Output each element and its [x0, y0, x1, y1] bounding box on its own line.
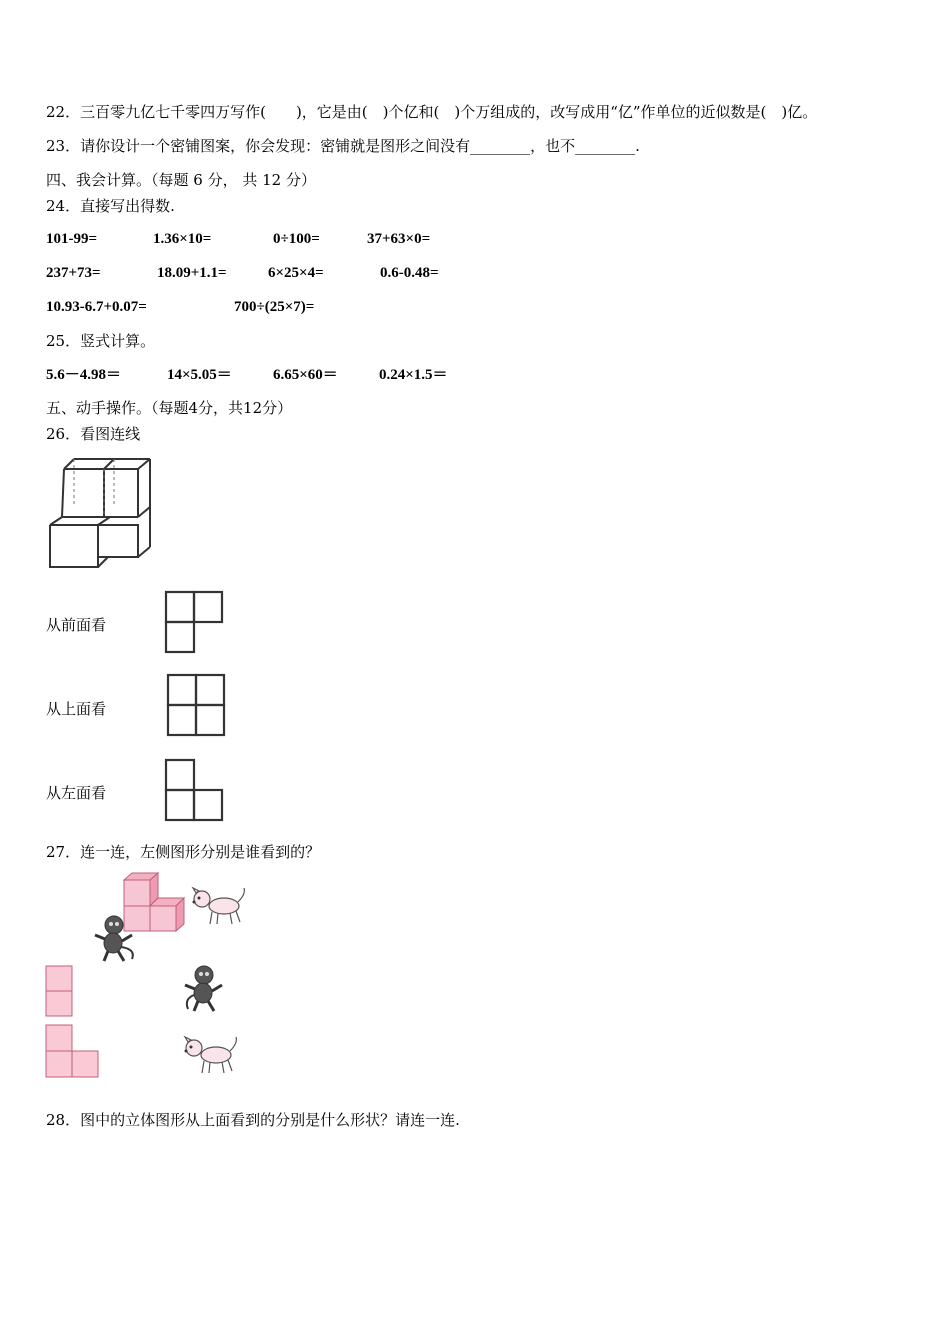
question-28: 28．图中的立体图形从上面看到的分别是什么形状？请连一连.	[46, 1111, 460, 1129]
q24-item-3: 0÷100=	[273, 231, 320, 247]
pink-view-shape-2[interactable]	[45, 1024, 101, 1080]
q25-item-3: 6.65×60＝	[273, 367, 338, 383]
question-26: 26．看图连线	[46, 425, 141, 443]
question-27: 27．连一连，左侧图形分别是谁看到的？	[46, 843, 321, 861]
question-24: 24．直接写出得数.	[46, 197, 175, 215]
q24-item-9: 10.93-6.7+0.07=	[46, 299, 147, 315]
pink-view-shape-1[interactable]	[45, 965, 75, 1019]
q24-item-5: 237+73=	[46, 265, 101, 281]
section-4-heading: 四、我会计算。（每题 6 分， 共 12 分）	[46, 171, 316, 189]
front-view-shape[interactable]	[163, 589, 225, 655]
dog-icon	[190, 884, 248, 928]
q25-item-1: 5.6－4.98＝	[46, 367, 122, 383]
section-5-heading: 五、动手操作。（每题4分，共12分）	[46, 399, 293, 417]
q24-item-2: 1.36×10=	[153, 231, 212, 247]
q24-item-7: 6×25×4=	[268, 265, 324, 281]
q24-item-1: 101-99=	[46, 231, 98, 247]
question-23: 23．请你设计一个密铺图案，你会发现：密铺就是图形之间没有________，也不________.	[46, 137, 640, 155]
q25-item-4: 0.24×1.5＝	[379, 367, 448, 383]
top-view-shape[interactable]	[165, 672, 227, 738]
q24-item-8: 0.6-0.48=	[380, 265, 439, 281]
dog-icon-2[interactable]	[182, 1033, 240, 1077]
q25-item-2: 14×5.05＝	[167, 367, 232, 383]
q24-item-10: 700÷(25×7)=	[234, 299, 315, 315]
q24-item-4: 37+63×0=	[367, 231, 431, 247]
view-label-left: 从左面看	[46, 784, 107, 802]
monkey-icon-2[interactable]	[182, 963, 228, 1013]
q24-item-6: 18.09+1.1=	[157, 265, 227, 281]
monkey-icon	[92, 913, 138, 963]
question-25: 25．竖式计算。	[46, 332, 156, 350]
solid-figure-q26	[46, 455, 158, 573]
view-label-top: 从上面看	[46, 700, 107, 718]
question-22: 22．三百零九亿七千零四万写作( )，它是由( )个亿和( )个万组成的，改写成用“亿”作单位的近似数是( )亿。	[46, 103, 818, 121]
left-view-shape[interactable]	[163, 757, 225, 823]
view-label-front: 从前面看	[46, 616, 107, 634]
